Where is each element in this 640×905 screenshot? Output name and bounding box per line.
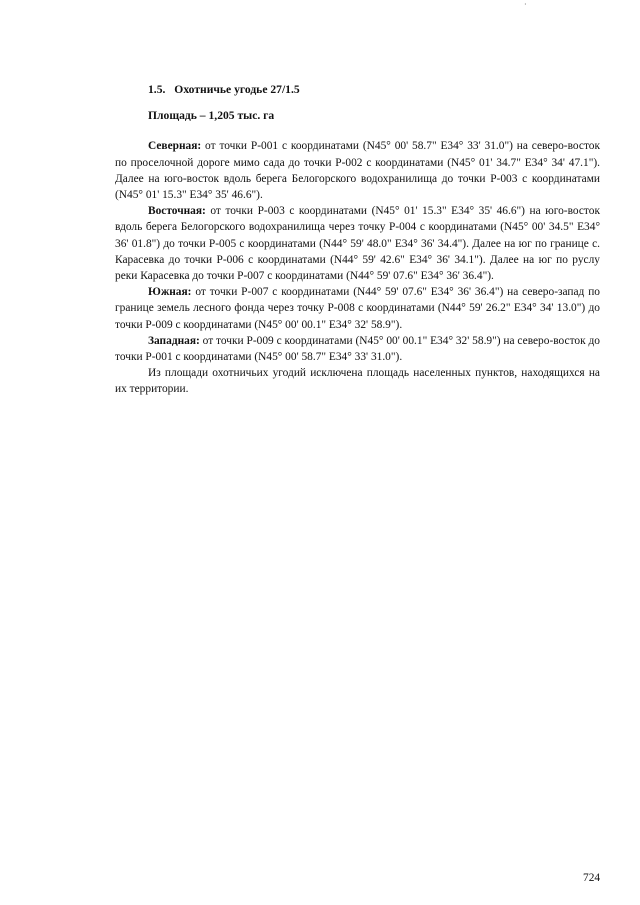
boundary-west — [115, 333, 600, 365]
page-number: 724 — [583, 872, 601, 884]
boundary-east — [115, 203, 600, 284]
boundary-west-label: Западная: — [148, 334, 200, 347]
boundary-east-label: Восточная: — [148, 205, 206, 218]
document-body — [115, 82, 600, 398]
boundary-south-label: Южная: — [148, 286, 192, 299]
boundary-north-text: от точки Р-001 с координатами (N45° 00' 58.7" E34° 33' 31.0") на северо-восток по проселочной дороге мимо сада до точки Р-002 с координатами (N45° 01' 34.7" E34° 34' 47.1"). Далее на юго-восток вдоль берега Белогорского водохранилища до точки Р-003 с координатами (N45° 01' 15.3" E34° 35' 46.6"). — [115, 140, 600, 202]
boundary-north-label: Северная: — [148, 140, 202, 153]
section-number: 1.5. — [148, 83, 166, 96]
boundary-west-text: от точки Р-009 с координатами (N45° 00' 00.1" E34° 32' 58.9") на северо-восток до точки Р-001 с координатами (N45° 00' 58.7" E34° 33' 31.0"). — [115, 334, 600, 364]
section-title: Охотничье угодье 27/1.5 — [174, 83, 300, 96]
boundary-north — [115, 138, 600, 203]
scan-mark: · — [524, 0, 527, 9]
boundary-south-text: от точки Р-007 с координатами (N44° 59' 07.6" E34° 36' 36.4") на северо-запад по границе земель лесного фонда через точку Р-008 с координатами (N44° 59' 26.2" E34° 34' 13.0") до точки Р-009 с координатами (N45° 00' 00.1" E34° 32' 58.9"). — [115, 286, 600, 331]
exclusion-note — [115, 365, 600, 397]
section-heading — [148, 82, 600, 98]
area-line: Площадь – 1,205 тыс. га — [148, 109, 275, 123]
boundary-east-text: от точки Р-003 с координатами (N45° 01' 15.3" E34° 35' 46.6") на юго-восток вдоль берега Белогорского водохранилища через точку Р-004 с координатами (N45° 00' 34.5" E34° 36' 01.8") до точки Р-005 с координатами (N44° 59' 48.0" E34° 36' 34.4"). Далее на юг по границе с. Карасевка до точки Р-006 с координатами (N44° 59' 42.6" E34° 36' 34.1"). Далее на юг по руслу реки Карасевка до точки Р-007 с координатами (N44° 59' 07.6" E34° 36' 36.4"). — [115, 205, 600, 283]
boundary-south — [115, 284, 600, 333]
exclusion-note-text: Из площади охотничьих угодий исключена площадь населенных пунктов, находящихся на их территории. — [115, 367, 600, 396]
